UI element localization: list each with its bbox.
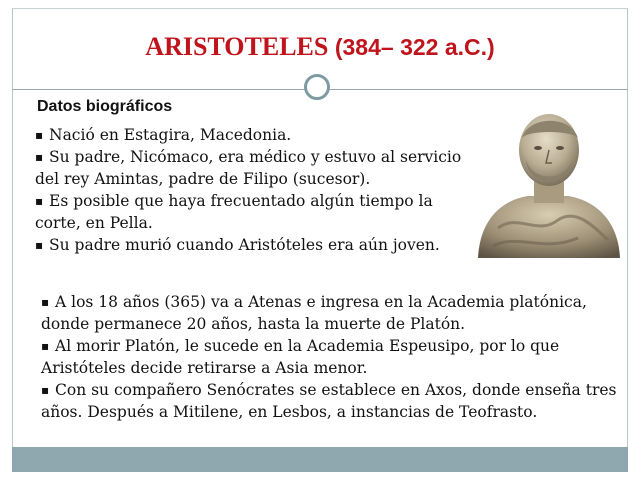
biography-list-top [35, 124, 480, 256]
bullet-icon: ▪ [35, 150, 44, 164]
biography-list-bottom [41, 291, 621, 423]
list-item-text: Su padre, Nicómaco, era médico y estuvo al servicio del rey Amintas, padre de Filipo (sucesor). [35, 148, 462, 188]
aristotle-bust-image [458, 108, 628, 268]
list-item-text: Su padre murió cuando Aristóteles era aún joven. [49, 236, 440, 254]
title-dates: (384– 322 a.C.) [334, 34, 495, 60]
slide-title [0, 32, 640, 62]
bullet-icon: ▪ [41, 339, 50, 353]
bullet-icon: ▪ [35, 194, 44, 208]
bullet-icon: ▪ [41, 383, 50, 397]
bullet-icon: ▪ [35, 128, 44, 142]
list-item [35, 234, 480, 256]
list-item [41, 335, 621, 379]
list-item [35, 190, 480, 234]
list-item-text: Nació en Estagira, Macedonia. [49, 126, 292, 144]
list-item-text: A los 18 años (365) va a Atenas e ingresa en la Academia platónica, donde permanece 20 años, hasta la muerte de Platón. [41, 293, 587, 333]
list-item [35, 124, 480, 146]
list-item-text: Es posible que haya frecuentado algún tiempo la corte, en Pella. [35, 192, 433, 232]
list-item-text: Con su compañero Senócrates se establece en Axos, donde enseña tres años. Después a Mitilene, en Lesbos, a instancias de Teofrasto. [41, 381, 617, 421]
bullet-icon: ▪ [35, 238, 44, 252]
title-name: ARISTOTELES [145, 32, 329, 61]
footer-bar [12, 447, 628, 472]
list-item [35, 146, 480, 190]
list-item [41, 291, 621, 335]
ring-ornament-icon [304, 74, 330, 100]
list-item [41, 379, 621, 423]
section-heading: Datos biográficos [37, 98, 173, 115]
list-item-text: Al morir Platón, le sucede en la Academia Espeusipo, por lo que Aristóteles decide retirarse a Asia menor. [41, 337, 560, 377]
bullet-icon: ▪ [41, 295, 50, 309]
